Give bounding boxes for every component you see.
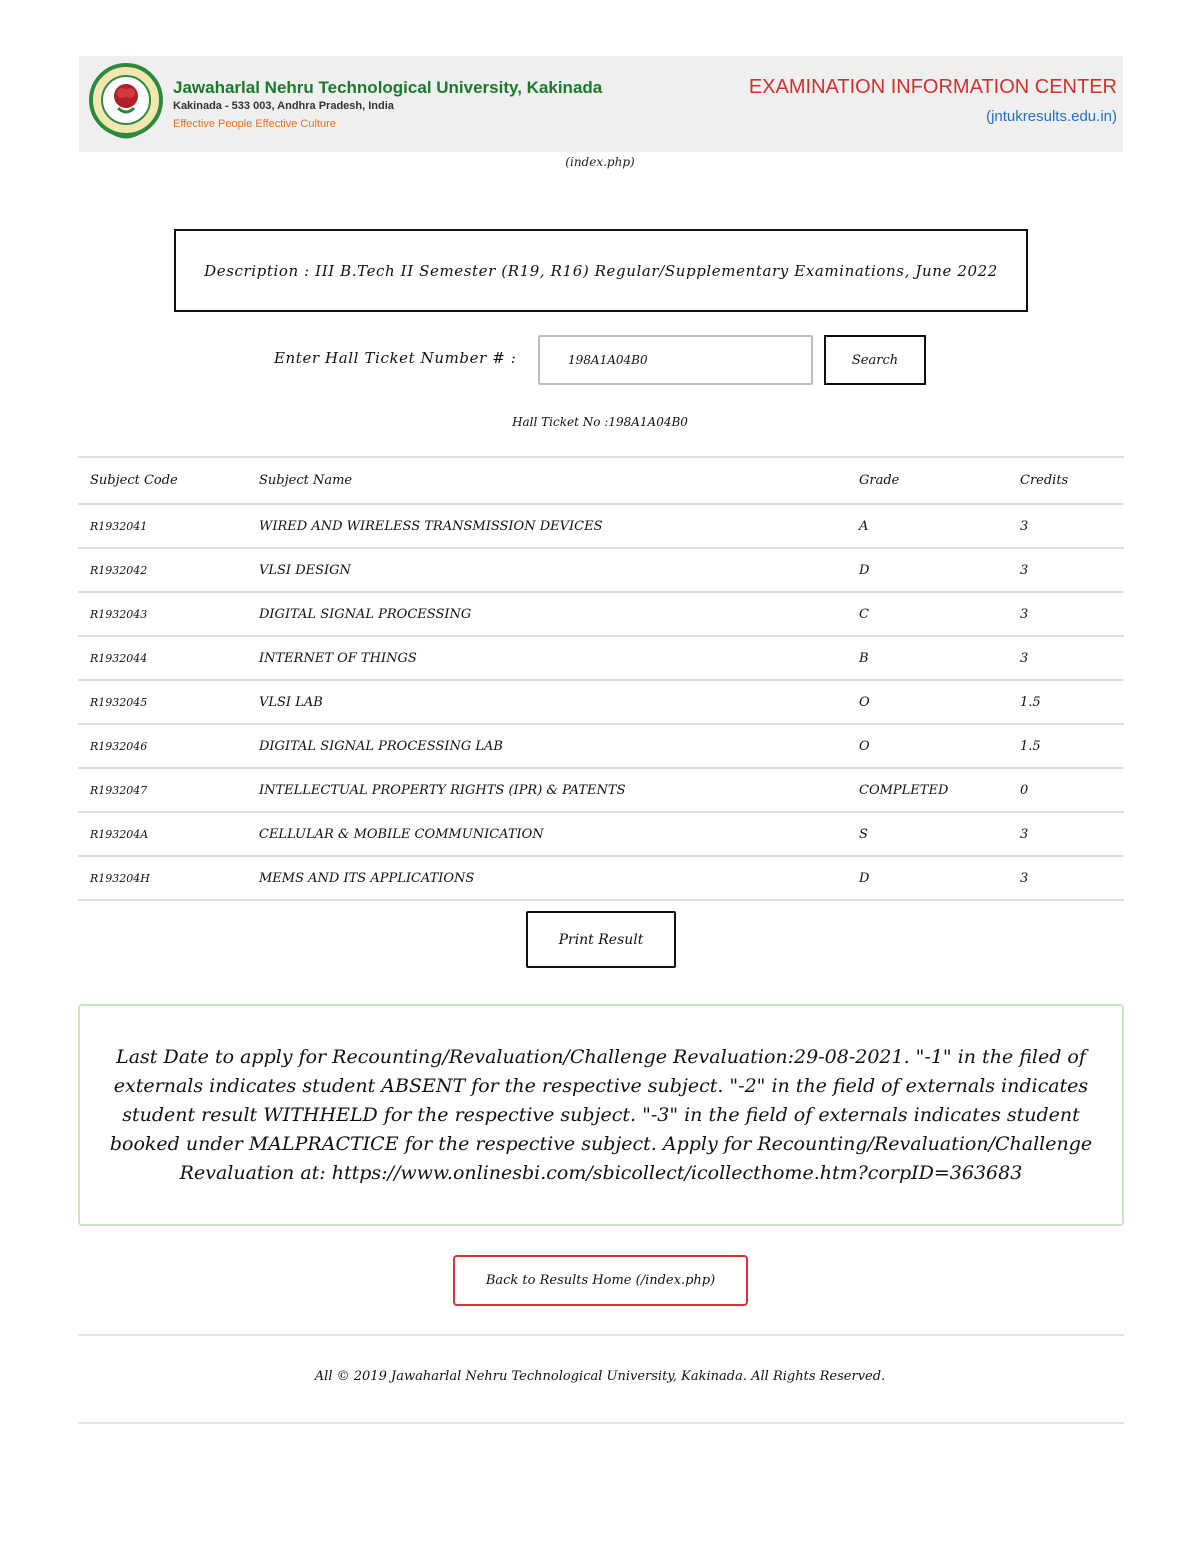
subject-code: R1932041 — [78, 504, 247, 548]
column-header-name: Subject Name — [247, 457, 847, 504]
notice-text: Last Date to apply for Recounting/Revaluation/Challenge Revaluation:29-08-2021. "-1" in the filed of externals indicates student ABSENT for the respective subject. "-2" in the field of externals indicates student result WITHHELD for the respective subject. "-3" in the field of externals indicates student booked under MALPRACTICE for the respective subject. Apply for Recounting/Revaluation/Challenge Revaluation at: https://www.onlinesbi.com/sbicollect/icollecthome.htm?corpID=363683 — [109, 1045, 1093, 1184]
table-row — [78, 768, 1124, 812]
exam-description-box — [174, 229, 1028, 312]
print-result-button[interactable]: Print Result — [526, 911, 676, 968]
divider — [78, 1422, 1124, 1424]
subject-credits: 3 — [1008, 636, 1124, 680]
subject-grade: D — [847, 856, 1008, 900]
subject-name: CELLULAR & MOBILE COMMUNICATION — [247, 812, 847, 856]
table-row — [78, 592, 1124, 636]
subject-credits: 3 — [1008, 812, 1124, 856]
subject-credits: 1.5 — [1008, 680, 1124, 724]
subject-credits: 1.5 — [1008, 724, 1124, 768]
table-row — [78, 812, 1124, 856]
subject-code: R1932044 — [78, 636, 247, 680]
site-link[interactable]: (jntukresults.edu.in) — [986, 108, 1117, 125]
subject-credits: 3 — [1008, 504, 1124, 548]
subject-code: R1932046 — [78, 724, 247, 768]
subject-code: R193204H — [78, 856, 247, 900]
subject-name: DIGITAL SIGNAL PROCESSING — [247, 592, 847, 636]
subject-credits: 3 — [1008, 592, 1124, 636]
table-row — [78, 636, 1124, 680]
table-row — [78, 724, 1124, 768]
subject-code: R193204A — [78, 812, 247, 856]
subject-grade: O — [847, 724, 1008, 768]
back-to-results-home-button[interactable]: Back to Results Home (/index.php) — [453, 1255, 748, 1306]
table-row — [78, 548, 1124, 592]
column-header-grade: Grade — [847, 457, 1008, 504]
university-motto: Effective People Effective Culture — [173, 118, 336, 130]
subject-grade: D — [847, 548, 1008, 592]
table-row — [78, 680, 1124, 724]
column-header-code: Subject Code — [78, 457, 247, 504]
subject-credits: 3 — [1008, 856, 1124, 900]
subject-name: VLSI DESIGN — [247, 548, 847, 592]
university-logo — [88, 60, 164, 144]
subject-grade: COMPLETED — [847, 768, 1008, 812]
table-header-row — [78, 457, 1124, 504]
hall-ticket-input[interactable] — [538, 335, 813, 385]
subject-credits: 0 — [1008, 768, 1124, 812]
home-link[interactable]: (index.php) — [565, 155, 635, 169]
subject-grade: O — [847, 680, 1008, 724]
subject-name: INTERNET OF THINGS — [247, 636, 847, 680]
subject-name: DIGITAL SIGNAL PROCESSING LAB — [247, 724, 847, 768]
subject-grade: B — [847, 636, 1008, 680]
exam-description: Description : III B.Tech II Semester (R19, R16) Regular/Supplementary Examinations, June 2022 — [204, 261, 998, 280]
subject-name: MEMS AND ITS APPLICATIONS — [247, 856, 847, 900]
table-row — [78, 504, 1124, 548]
subject-name: VLSI LAB — [247, 680, 847, 724]
subject-code: R1932047 — [78, 768, 247, 812]
subject-name: INTELLECTUAL PROPERTY RIGHTS (IPR) & PATENTS — [247, 768, 847, 812]
subject-credits: 3 — [1008, 548, 1124, 592]
notice-box — [78, 1004, 1124, 1226]
column-header-credits: Credits — [1008, 457, 1124, 504]
subject-name: WIRED AND WIRELESS TRANSMISSION DEVICES — [247, 504, 847, 548]
hall-ticket-label: Enter Hall Ticket Number # : — [274, 349, 517, 367]
header-banner — [79, 56, 1123, 152]
subject-code: R1932042 — [78, 548, 247, 592]
hall-ticket-display: Hall Ticket No :198A1A04B0 — [512, 415, 688, 429]
center-title: EXAMINATION INFORMATION CENTER — [748, 76, 1117, 98]
table-row — [78, 856, 1124, 900]
footer-copyright: All © 2019 Jawaharlal Nehru Technological University, Kakinada. All Rights Reserved. — [314, 1369, 886, 1384]
subject-grade: A — [847, 504, 1008, 548]
subject-code: R1932045 — [78, 680, 247, 724]
search-button[interactable]: Search — [824, 335, 926, 385]
subject-code: R1932043 — [78, 592, 247, 636]
subject-grade: S — [847, 812, 1008, 856]
divider — [78, 1334, 1124, 1336]
university-address: Kakinada - 533 003, Andhra Pradesh, India — [173, 100, 394, 112]
university-name: Jawaharlal Nehru Technological University, Kakinada — [173, 78, 603, 97]
results-table — [78, 456, 1124, 901]
subject-grade: C — [847, 592, 1008, 636]
